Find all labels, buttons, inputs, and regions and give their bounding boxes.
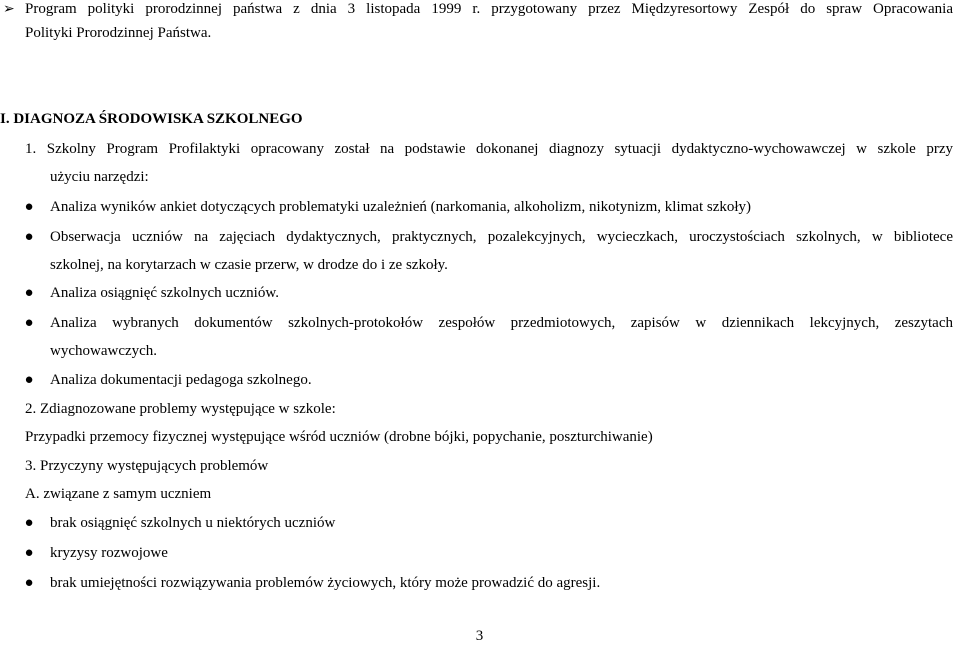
section-heading: I. DIAGNOZA ŚRODOWISKA SZKOLNEGO bbox=[0, 111, 303, 127]
sub-a-heading: A. związane z samym uczniem bbox=[25, 486, 212, 502]
list-item-text: Analiza wybranych dokumentów szkolnych-protokołów zespołów przedmiotowych, zapisów w dziennikach lekcyjnych, zeszytach bbox=[50, 315, 953, 331]
bullet-icon: ● bbox=[24, 575, 34, 591]
list-item-text: kryzysy rozwojowe bbox=[50, 545, 168, 561]
arrow-bullet-icon: ➢ bbox=[3, 2, 15, 17]
problems-text: Przypadki przemocy fizycznej występujące wśród uczniów (drobne bójki, popychanie, poszturchiwanie) bbox=[25, 429, 653, 445]
list-item-text: brak osiągnięć szkolnych u niektórych uczniów bbox=[50, 515, 336, 531]
point-1-line-1: 1. Szkolny Program Profilaktyki opracowany został na podstawie dokonanej diagnozy sytuacji dydaktyczno-wychowawczej w szkole przy bbox=[25, 141, 953, 157]
list-item-text-continued: szkolnej, na korytarzach w czasie przerw, w drodze do i ze szkoły. bbox=[50, 257, 448, 273]
page-number: 3 bbox=[475, 628, 484, 644]
intro-line-1: Program polityki prorodzinnej państwa z dnia 3 listopada 1999 r. przygotowany przez Międzyresortowy Zespół do spraw Opracowania bbox=[25, 1, 953, 17]
bullet-icon: ● bbox=[24, 515, 34, 531]
bullet-icon: ● bbox=[24, 315, 34, 331]
point-1-line-2: użyciu narzędzi: bbox=[50, 169, 149, 185]
list-item-text: Analiza wyników ankiet dotyczących problematyki uzależnień (narkomania, alkoholizm, nikotynizm, klimat szkoły) bbox=[50, 199, 752, 215]
list-item-text: Analiza osiągnięć szkolnych uczniów. bbox=[50, 285, 279, 301]
intro-line-2: Polityki Prorodzinnej Państwa. bbox=[25, 25, 212, 41]
list-item-text: Obserwacja uczniów na zajęciach dydaktycznych, praktycznych, pozalekcyjnych, wycieczkach, uroczystościach szkolnych, w bibliotece bbox=[50, 229, 953, 245]
list-item-text: brak umiejętności rozwiązywania problemów życiowych, który może prowadzić do agresji. bbox=[50, 575, 601, 591]
bullet-icon: ● bbox=[24, 372, 34, 388]
bullet-icon: ● bbox=[24, 545, 34, 561]
point-3: 3. Przyczyny występujących problemów bbox=[25, 458, 269, 474]
list-item-text-continued: wychowawczych. bbox=[50, 343, 158, 359]
bullet-icon: ● bbox=[24, 199, 34, 215]
bullet-icon: ● bbox=[24, 285, 34, 301]
point-2: 2. Zdiagnozowane problemy występujące w szkole: bbox=[25, 401, 336, 417]
bullet-icon: ● bbox=[24, 229, 34, 245]
list-item-text: Analiza dokumentacji pedagoga szkolnego. bbox=[50, 372, 312, 388]
